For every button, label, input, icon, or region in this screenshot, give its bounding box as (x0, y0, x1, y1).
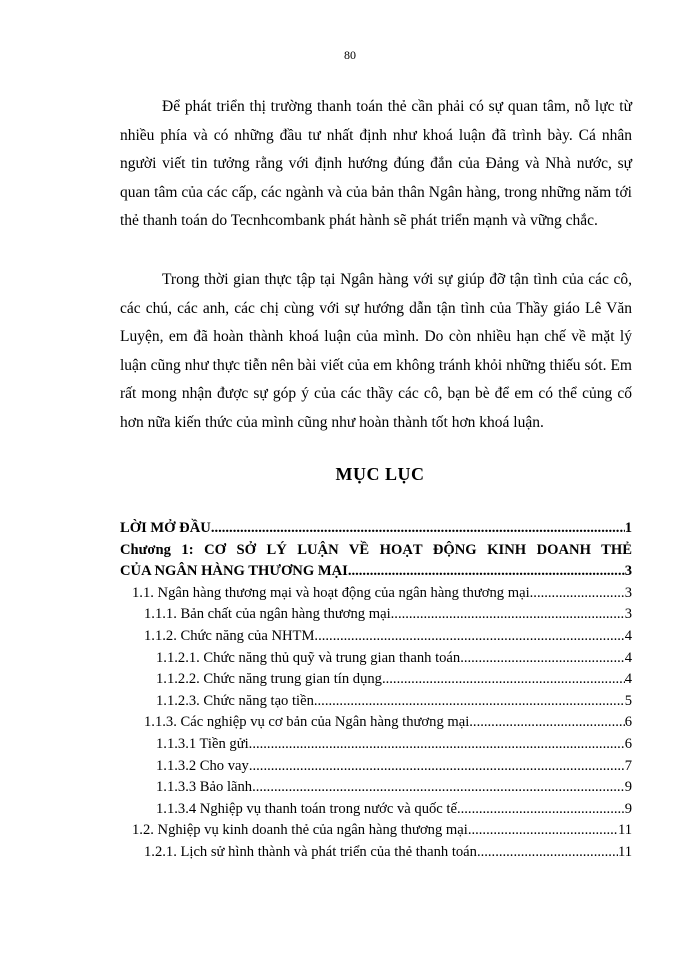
toc-leader (382, 671, 625, 688)
toc-entry[interactable] (120, 714, 632, 736)
toc-label: 1.1.2.1. Chức năng thủ quỹ và trung gian thanh toán. (156, 649, 464, 666)
toc-page: 9 (624, 779, 632, 796)
toc-label: 1.1.2.3. Chức năng tạo tiền. (156, 692, 318, 709)
toc-leader (252, 779, 625, 796)
toc-label: LỜI MỞ ĐẦU (120, 520, 211, 536)
toc-leader (249, 758, 625, 775)
toc-page: 11 (617, 822, 632, 839)
toc-page: 4 (624, 671, 632, 688)
toc-page: 9 (624, 800, 632, 817)
toc-label: 1.1.2.2. Chức năng trung gian tín dụng (156, 671, 382, 688)
toc-entry[interactable] (120, 801, 632, 823)
toc-leader (533, 585, 624, 602)
toc-page: 5 (624, 692, 632, 709)
toc-leader (394, 606, 624, 623)
toc-entry[interactable] (120, 822, 632, 844)
toc-label: 1.2.1. Lịch sử hình thành và phát triển của thẻ thanh toán (144, 843, 477, 860)
toc-entry[interactable] (120, 736, 632, 758)
toc-label: 1.2. Nghiệp vụ kinh doanh thẻ của ngân hàng thương mại. (132, 822, 472, 839)
toc-page: 1 (624, 520, 632, 536)
toc-page: 4 (624, 649, 632, 666)
table-of-contents (120, 520, 632, 866)
toc-leader (477, 844, 618, 861)
toc-label: CỦA NGÂN HÀNG THƯƠNG MẠI (120, 563, 348, 580)
toc-leader (348, 563, 625, 580)
toc-leader (249, 736, 625, 753)
toc-label: 1.1.3.4 Nghiệp vụ thanh toán trong nước và quốc tế (156, 800, 457, 817)
toc-page: 6 (624, 714, 632, 731)
toc-page: 4 (624, 627, 632, 644)
toc-label: 1.1.2. Chức năng của NHTM. (144, 627, 319, 644)
toc-leader (471, 822, 617, 839)
paragraph-1: Để phát triển thị trường thanh toán thẻ cần phải có sự quan tâm, nỗ lực từ nhiều phía và có những đầu tư nhất định như khoá luận đã trình bày. Cá nhân người viết tin tưởng rằng với định hướng đúng đắn của Đảng và Nhà nước, sự quan tâm của các cấp, các ngành và của bản thân Ngân hàng, trong những năm tới thẻ thanh toán do Tecnhcombank phát hành sẽ phát triển mạnh và vững chắc. (120, 98, 632, 230)
toc-leader (464, 650, 625, 667)
toc-entry[interactable] (120, 585, 632, 607)
toc-entry[interactable] (120, 779, 632, 801)
toc-label: 1.1.3.3 Bảo lãnh (156, 779, 253, 796)
toc-entry[interactable] (120, 758, 632, 780)
toc-chapter-1-line-2[interactable] (120, 563, 632, 585)
toc-entry[interactable] (120, 693, 632, 715)
toc-leader (457, 801, 625, 818)
toc-label: 1.1.3.1 Tiền gửi (156, 735, 249, 752)
toc-entry-intro[interactable] (120, 520, 632, 542)
toc-page: 11 (617, 843, 632, 860)
paragraph-2: Trong thời gian thực tập tại Ngân hàng với sự giúp đỡ tận tình của các cô, các chú, các anh, các chị cùng với sự hướng dẫn tận tình của Thầy giáo Lê Văn Luyện, em đã hoàn thành khoá luận của mình. Do còn nhiều hạn chế về mặt lý luận cũng như thực tiễn nên bài viết của em không tránh khỏi những thiếu sót. Em rất mong nhận được sự góp ý của các thầy các cô, bạn bè để em có thể củng cố hơn nữa kiến thức của mình cũng như hoàn thành tốt hơn khoá luận. (120, 271, 632, 431)
toc-leader (318, 693, 625, 710)
toc-label: 1.1.3. Các nghiệp vụ cơ bản của Ngân hàng thương mại (144, 714, 470, 731)
toc-leader (211, 520, 625, 537)
toc-page: 3 (624, 584, 632, 601)
toc-leader (469, 714, 624, 731)
toc-title: MỤC LỤC (335, 464, 425, 484)
toc-entry[interactable] (120, 844, 632, 866)
toc-page: 7 (624, 757, 632, 774)
toc-leader (318, 628, 625, 645)
toc-page: 3 (624, 606, 632, 623)
toc-entry[interactable] (120, 650, 632, 672)
toc-label: 1.1.3.2 Cho vay (156, 757, 249, 774)
toc-label: 1.1. Ngân hàng thương mại và hoạt động của ngân hàng thương mại. (132, 584, 534, 601)
toc-page: 6 (624, 735, 632, 752)
toc-chapter-1-line-1[interactable]: Chương 1: CƠ SỞ LÝ LUẬN VỀ HOẠT ĐỘNG KINH DOANH THẺ (120, 541, 632, 558)
page-number: 80 (344, 48, 356, 62)
toc-entry[interactable] (120, 606, 632, 628)
toc-entry[interactable] (120, 628, 632, 650)
toc-page: 3 (624, 563, 632, 580)
toc-entry[interactable] (120, 671, 632, 693)
toc-label: 1.1.1. Bản chất của ngân hàng thương mại. (144, 606, 395, 623)
